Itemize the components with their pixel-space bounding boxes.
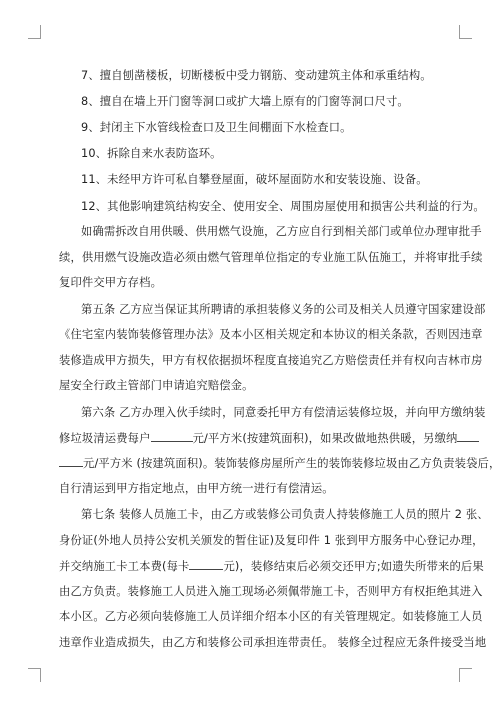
list-item: 8、擅自在墙上开门窗等洞口或扩大墙上原有的门窗等洞口尺寸。	[81, 95, 409, 108]
article-7-line: 身份证(外地人员持公安机关颁发的暂住证)及复印件 1 张到甲方服务中心登记办理，	[59, 534, 484, 547]
article-6-line: 第六条 乙方办理入伙手续时，同意委托甲方有偿清运装修垃圾，并向甲方缴纳装	[81, 406, 486, 419]
article-6-line: 自行清运到甲方指定地点，由甲方统一进行有偿清运。	[59, 482, 334, 495]
card-fee-label: 并交纳施工卡工本费(每卡	[59, 560, 190, 573]
article-6-line	[59, 456, 500, 471]
paragraph-line: 如确需拆改自用供暖、供用燃气设施，乙方应自行到相关部门或单位办理审批手	[81, 225, 482, 238]
article-5-line: 装修造成甲方损失，甲方有权依据损坏程度直接追究乙方赔偿责任并有权向吉林市房	[59, 354, 483, 367]
article-7-line: 本小区。乙方必须向装修施工人员详细介绍本小区的有关管理规定。如装修施工人员	[59, 610, 483, 623]
crop-mark-bottom-right-h	[459, 668, 472, 669]
fee-label: 修垃圾清运费每户	[59, 432, 151, 445]
card-fee-text: 元)，装修结束后必须交还甲方;如遗失所带来的后果	[223, 560, 484, 573]
list-item: 7、擅自刨凿楼板，切断楼板中受力钢筋、变动建筑主体和承重结构。	[81, 69, 432, 82]
crop-mark-bottom-right-v	[459, 668, 460, 682]
list-item: 12、其他影响建筑结构安全、使用安全、周围房屋使用和损害公共利益的行为。	[81, 200, 485, 213]
list-item: 11、未经甲方许可私自攀登屋面，破坏屋面防水和安装设施、设备。	[81, 173, 428, 186]
crop-mark-top-left-v	[40, 25, 41, 39]
article-5-line: 屋安全行政主管部门申请追究赔偿金。	[59, 379, 254, 392]
crop-mark-top-right-h	[459, 38, 472, 39]
extra-fee-blank	[457, 431, 479, 442]
article-7-line: 违章作业造成损失，由乙方和装修公司承担连带责任。 装修全过程应无条件接受当地	[59, 636, 487, 649]
paragraph-line: 续，供用燃气设施改造必须由燃气管理单位指定的专业施工队伍施工，并将审批手续	[59, 251, 483, 264]
crop-mark-bottom-left-v	[40, 668, 41, 682]
list-item: 9、封闭主下水管线检查口及卫生间棚面下水检查口。	[81, 121, 352, 134]
article-7-line	[59, 559, 484, 574]
crop-mark-top-right-v	[459, 25, 460, 39]
article-5-line: 《住宅室内装饰装修管理办法》及本小区相关规定和本协议的相关条款，否则因违章	[59, 328, 483, 341]
article-6-text: 元/平方米 (按建筑面积)。装饰装修房屋所产生的装饰装修垃圾由乙方负责装袋后，	[83, 457, 500, 470]
fee-unit-text: 元/平方米(按建筑面积)，如果改做地热供暖，另缴纳	[192, 432, 458, 445]
fee-blank	[151, 431, 193, 442]
extra-fee-blank-cont	[59, 456, 83, 467]
paragraph-line: 复印件交甲方存档。	[59, 276, 163, 289]
article-6-line	[59, 431, 479, 446]
article-7-line: 第七条 装修人员施工卡，由乙方或装修公司负责人持装修施工人员的照片 2 张、	[81, 508, 489, 521]
list-item: 10、拆除自来水表防盗环。	[81, 147, 222, 160]
article-7-line: 由乙方负责。装修施工人员进入施工现场必须佩带施工卡，否则甲方有权拒绝其进入	[59, 585, 483, 598]
article-5-line: 第五条 乙方应当保证其所聘请的承担装修义务的公司及相关人员遵守国家建设部	[81, 303, 486, 316]
card-fee-blank	[189, 559, 223, 570]
